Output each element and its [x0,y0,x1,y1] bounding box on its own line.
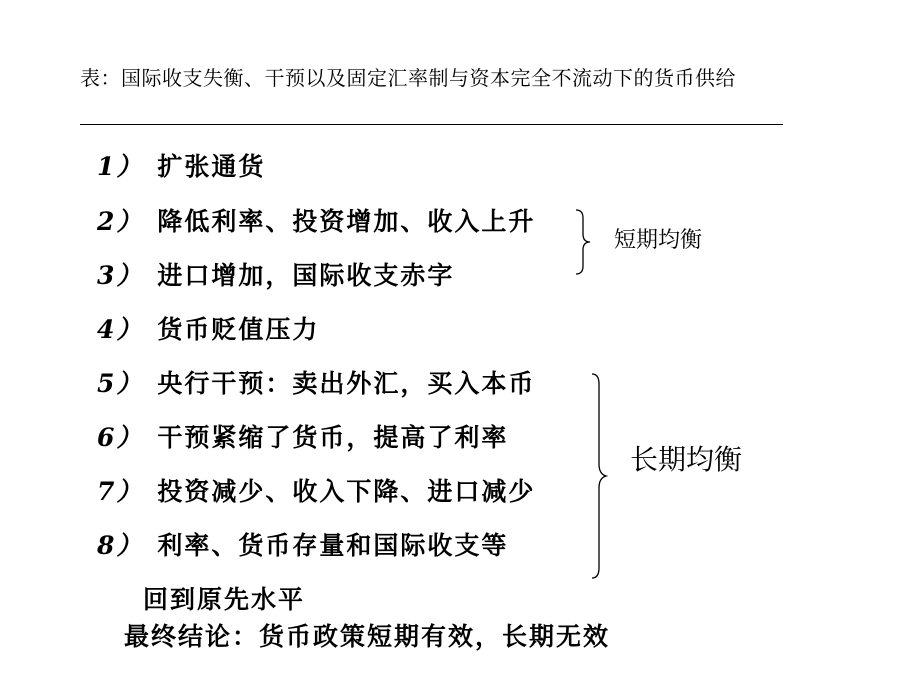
step-text: 货币贬值压力 [157,315,320,344]
step-8 [97,529,508,563]
step-number: 4） [97,315,144,344]
step-text: 干预紧缩了货币，提高了利率 [157,423,509,452]
step-number: 5） [97,369,144,398]
step-text: 投资减少、收入下降、进口减少 [157,477,536,506]
short-run-label: 短期均衡 [614,228,703,253]
step-text: 利率、货币存量和国际收支等 [157,531,509,560]
step-number: 6） [97,423,144,452]
step-text: 进口增加，国际收支赤字 [157,261,455,290]
step-number: 1） [97,152,144,181]
conclusion: 最终结论：货币政策短期有效，长期无效 [124,622,611,651]
step-number: 7） [97,477,144,506]
step-7 [97,475,535,509]
short-run-brace [572,208,592,276]
long-run-label: 长期均衡 [630,443,743,476]
step-8-continuation: 回到原先水平 [143,585,306,614]
step-number: 3） [97,261,144,290]
step-number: 2） [97,207,144,236]
step-text: 降低利率、投资增加、收入上升 [157,207,536,236]
step-3 [97,259,454,293]
long-run-brace [588,372,608,580]
step-5 [97,367,535,401]
title-underline [80,124,783,125]
step-text: 央行干预：卖出外汇，买入本币 [157,369,536,398]
step-1 [97,150,265,184]
step-2 [97,205,535,239]
step-text: 扩张通货 [157,152,266,181]
table-title: 表：国际收支失衡、干预以及固定汇率制与资本完全不流动下的货币供给 [80,66,736,90]
step-number: 8） [97,531,144,560]
step-4 [97,313,319,347]
step-6 [97,421,508,455]
